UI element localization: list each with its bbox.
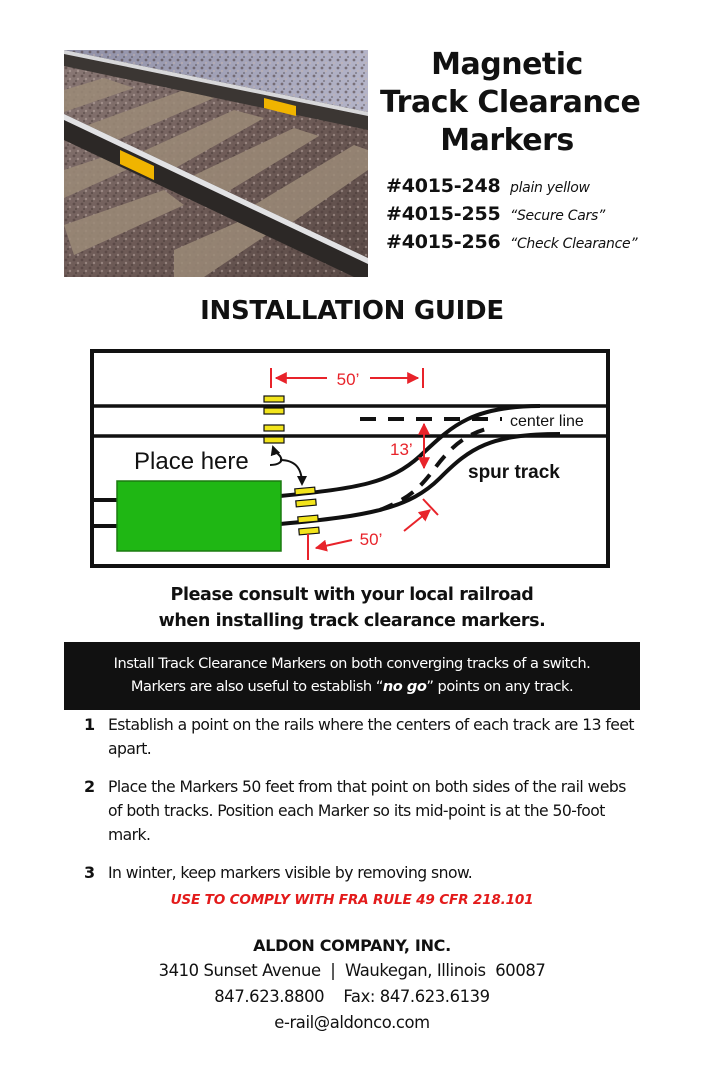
usage-note-band <box>64 642 640 710</box>
step-text: Place the Markers 50 feet from that point on both sides of the rail webs of both tracks. Position each Marker so its mid-point is at the 50-foot mark. <box>108 778 626 844</box>
step-item <box>84 775 644 847</box>
title-line-3: Markers <box>440 123 574 158</box>
label-place-here: Place here <box>134 448 249 475</box>
title-line-1: Magnetic <box>431 47 583 82</box>
step-number: 2 <box>84 777 96 796</box>
label-spur-track: spur track <box>468 462 560 483</box>
product-row <box>386 203 686 231</box>
consult-line-2: when installing track clearance markers. <box>158 611 546 631</box>
no-go-emphasis: no go <box>382 678 427 695</box>
product-description: plain yellow <box>510 180 590 196</box>
consult-notice <box>0 582 704 634</box>
band-line-1: Install Track Clearance Markers on both converging tracks of a switch. <box>113 655 591 672</box>
rail-photo-illustration <box>64 50 368 277</box>
product-photo <box>64 50 368 277</box>
dimension-bottom-50ft: 50’ <box>359 530 383 549</box>
step-item <box>84 861 644 885</box>
dimension-13ft: 13’ <box>390 440 413 459</box>
rail-car <box>117 481 281 551</box>
product-description: “Check Clearance” <box>510 236 638 252</box>
step-number: 1 <box>84 715 96 734</box>
company-info <box>0 934 704 1036</box>
company-name: ALDON COMPANY, INC. <box>253 936 451 955</box>
installation-steps <box>84 713 644 899</box>
step-item <box>84 713 644 761</box>
installation-diagram <box>90 348 612 570</box>
label-center-line: center line <box>510 413 584 430</box>
company-address: 3410 Sunset Avenue | Waukegan, Illinois 60087 <box>158 961 546 980</box>
product-title <box>380 46 641 160</box>
company-email[interactable]: e-rail@aldonco.com <box>274 1013 430 1032</box>
installation-guide-heading: INSTALLATION GUIDE <box>200 296 504 326</box>
company-phones: 847.623.8800 Fax: 847.623.6139 <box>214 987 490 1006</box>
title-line-2: Track Clearance <box>380 85 641 120</box>
product-number: #4015-256 <box>386 231 501 253</box>
product-row <box>386 175 686 203</box>
step-text: In winter, keep markers visible by removing snow. <box>108 864 473 882</box>
product-row <box>386 231 686 259</box>
step-text: Establish a point on the rails where the centers of each track are 13 feet apart. <box>108 716 634 758</box>
product-list <box>386 175 686 259</box>
product-number: #4015-255 <box>386 203 501 225</box>
step-number: 3 <box>84 863 96 882</box>
band-line-2: Markers are also useful to establish “no go” points on any track. <box>130 678 574 695</box>
product-number: #4015-248 <box>386 175 501 197</box>
consult-line-1: Please consult with your local railroad <box>170 585 534 605</box>
dimension-top-50ft: 50’ <box>336 370 360 389</box>
product-description: “Secure Cars” <box>510 208 605 224</box>
fra-compliance-note: USE TO COMPLY WITH FRA RULE 49 CFR 218.101 <box>170 892 534 908</box>
